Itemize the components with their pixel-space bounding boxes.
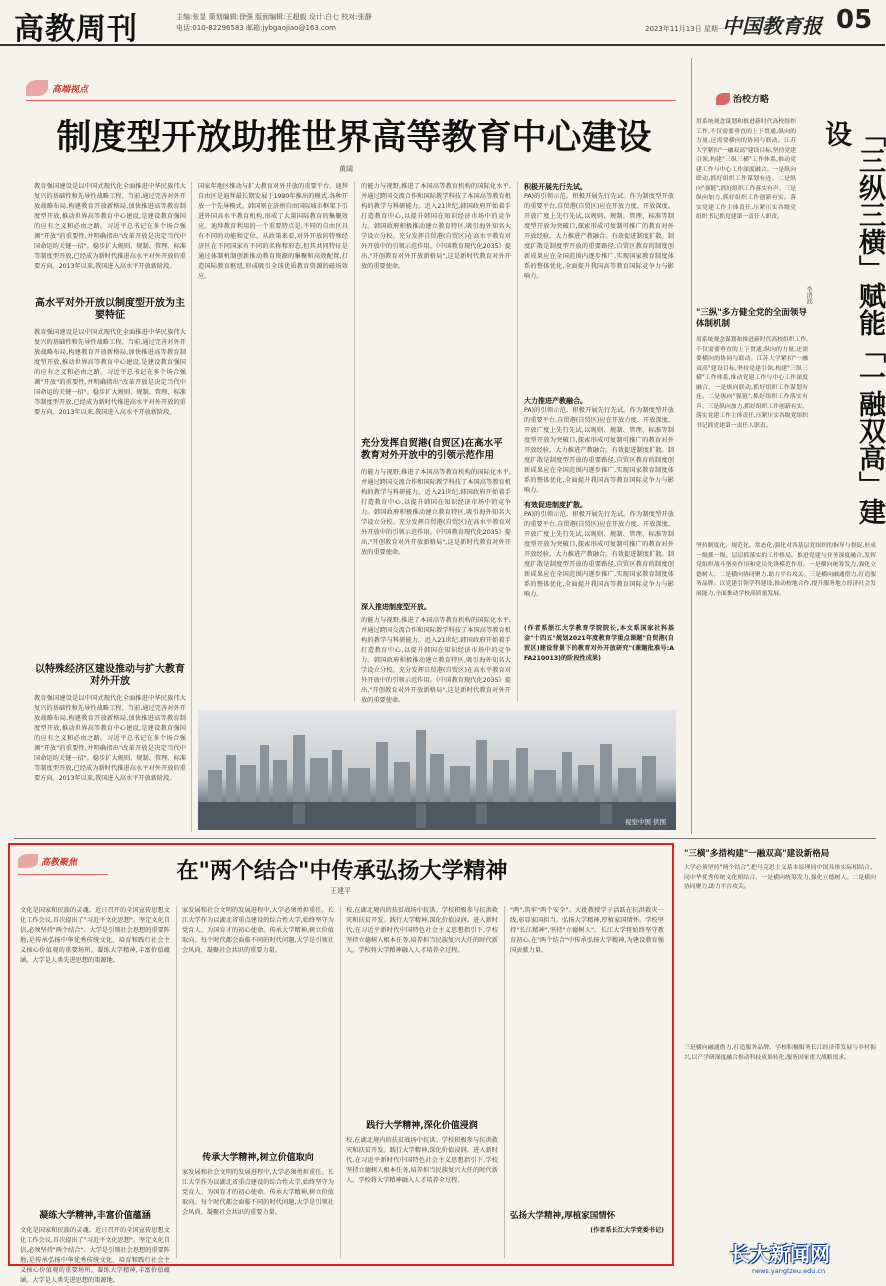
subhead: 充分发挥自贸港(自贸区)在高水平教育对外开放中的引领示范作用 xyxy=(361,438,503,461)
side-article xyxy=(696,56,885,836)
side-intro-text: 用系统观念谋划和推进新时代高校组织工作,不仅需要垂直的上下贯通,纵向的力量,还需要横向的协同与联动。江苏大学紧扣"一融双高"建设目标,坚持党建引领,构建"三纵三横"工作体系,推动党建工作与中心工作深度融合。一是纵向联动,抓好组织工作谋划有连。二是纵向"强链",抓好组织工作落实有声。三是纵向加力,抓好组织工作创新有实。落实党建工作主体责任,压紧压实各级党组织书记抓党建第一责任人职责。 xyxy=(696,119,796,220)
author-note: (作者系浙江大学教育学院院长,本文系国家社科基金"十四五"规划2021年度教育学重点课题"自贸港(自贸区)建设背景下的教育对外开放研究"(课题批准号:AFA210013)的阶段性成果) xyxy=(524,625,674,662)
focus-headline: 在"两个结合"中传承弘扬大学精神 xyxy=(176,858,508,884)
column-divider xyxy=(517,182,518,702)
body-column-4 xyxy=(524,182,674,702)
column-divider xyxy=(176,906,177,1258)
column-tag xyxy=(26,80,88,96)
side-body-text: 三是横向融通借力,打造服务品牌。学校积极服务长江经济带发展与乡村振兴,以产学研深度融合推动科技成果转化,服务国家重大战略需求。 xyxy=(684,1045,876,1061)
body-text: PA)的引领示范。积极开展先行先试。作为制度型开放的重要平台,自贸港(自贸区)应在开放力度、开放深度、开放广度上先行先试,以规则、规制、管理、标准等制度型开放为突破口,探索形成可复制可推广的教育对外开放经验。大力推进产教融合。有效促进制度扩散。制度扩散是制度型开放的重要路径,自贸区教育的制度创新成果应在全国范围内逐步推广,实现国家教育制度体系的整体优化,全面提升我国高等教育国际竞争力与影响力。 xyxy=(524,407,674,494)
subhead: 积极开展先行先试。 xyxy=(524,183,587,191)
subhead: 弘扬大学精神,厚植家国情怀 xyxy=(510,1211,616,1221)
focus-byline: 王建平 xyxy=(330,887,351,895)
body-text: 国家年地区推动与扩大教育对外开放的重要平台。迪拜自由区是迪拜最长期发展于1990年推出的模式,各种开放一个先导模式。韩国则在济州自由国际城市框架下引进外国高水平教育机构,形成了大量国际教育的集聚效应。迪拜教育利用的一个重要特点是,不同的自由区具有不同的功能和定位。从政策来看,对外开放的特殊经济区在不同国家有不同的名称和形态,但其共同特征是通过体制机制创新推动教育资源的集聚和高效配置,打造国际教育枢纽,形成吸引全球优质教育资源的磁场效应。 xyxy=(198,183,348,280)
side-body-text: 坚持制度化、规范化、常态化,强化对各基层党组织的指导与督促,形成一级抓一级、层层抓落实的工作格局。推进党建与业务深度融合,发挥党组织战斗堡垒作用和党员先锋模范作用。一是横向统筹发力,强化立德树人。二是横向协同聚力,助力平台攻关。三是横向融通借力,打造服务品牌。以党建引领学科建设,推动校地合作,提升服务地方经济社会发展能力,全面推动学校高质量发展。 xyxy=(696,543,876,597)
tag-leaf-icon xyxy=(26,80,48,96)
photo-caption: 视觉中国 供图 xyxy=(624,818,666,826)
column-tag-label: 高端视点 xyxy=(52,84,89,95)
tag-rule xyxy=(26,100,676,101)
body-text: 文化是国家和民族的灵魂。近日召开的全国宣传思想文化工作会议,首次提出了"习近平文化思想"。坚定文化自信,必须坚持"两个结合"。大学是引领社会思想的重要阵地,是传承弘扬中华优秀传统文化、培育和践行社会主义核心价值观的重要场所。凝练大学精神,丰富价值蕴涵。大学是人类先进思想的策源地。 xyxy=(20,1227,170,1284)
side-divider xyxy=(691,58,692,834)
subhead: 深入推进制度型开放。 xyxy=(361,603,431,611)
column-divider xyxy=(191,182,192,832)
subhead: 以特殊经济区建设推动与扩大教育对外开放 xyxy=(35,664,185,687)
section-divider xyxy=(14,838,876,839)
leaf-icon xyxy=(716,93,730,105)
focus-column-4 xyxy=(510,906,664,1258)
page-number: 05 xyxy=(836,5,873,35)
body-text: 校,在湖北境内的扶贫战场中抗洪。学校积极参与抗洪救灾和扶贫开发。践行大学精神,深化价值浸润。进入新时代,在习近平新时代中国特色社会主义思想指引下,学校坚持立德树人根本任务,培养担当民族复兴大任的时代新人。学校将大学精神融入人才培养全过程。 xyxy=(346,907,498,954)
body-text: 教育强国建设是以中国式现代化全面推进中华民族伟大复兴的基础性和先导性战略工程。当前,通过完善对外开放战略布局,构建教育开放新格局,加快推进高等教育制度型开放,推动世界高等教育中心建设,是建设教育强国的应有之义和必由之路。习近平总书记在多个场合强调"开放"的重要性,并明确指出"改革开放是决定当代中国命运的关键一招"。稳步扩大规则、规制、管理、标准等制度型开放,已经成为新时代推进高水平对外开放的重要方向。2013年以来,我国进入高水平开放新阶段。 xyxy=(34,329,186,416)
body-text: 教育强国建设是以中国式现代化全面推进中华民族伟大复兴的基础性和先导性战略工程。当前,通过完善对外开放战略布局,构建教育开放新格局,加快推进高等教育制度型开放,推动世界高等教育中心建设,是建设教育强国的应有之义和必由之路。习近平总书记在多个场合强调"开放"的重要性,并明确指出"改革开放是决定当代中国命运的关键一招"。稳步扩大规则、规制、管理、标准等制度型开放,已经成为新时代推进高水平对外开放的重要方向。2013年以来,我国进入高水平开放新阶段。 xyxy=(34,695,186,782)
subhead: 大力推进产教融合。 xyxy=(524,397,587,405)
watermark-url: news.yangtzeu.edu.cn xyxy=(752,1267,826,1275)
section-title: 高教周刊 xyxy=(14,12,138,47)
masthead xyxy=(0,0,885,46)
subhead: 高水平对外开放以制度型开放为主要特征 xyxy=(35,298,185,321)
watermark xyxy=(730,1238,880,1276)
author-note: (作者系长江大学党委书记) xyxy=(590,1227,664,1234)
body-text: PA)的引领示范。积极开展先行先试。作为制度型开放的重要平台,自贸港(自贸区)应在开放力度、开放深度、开放广度上先行先试,以规则、规制、管理、标准等制度型开放为突破口,探索形成可复制可推广的教育对外开放经验。大力推进产教融合。有效促进制度扩散。制度扩散是制度型开放的重要路径,自贸区教育的制度创新成果应在全国范围内逐步推广,实现国家教育制度体系的整体优化,全面提升我国高等教育国际竞争力与影响力。 xyxy=(524,511,674,598)
subhead: 有效促进制度扩散。 xyxy=(524,501,587,509)
focus-column-3 xyxy=(346,906,498,1258)
body-text: 的能力与视野,推进了本国高等教育机构的国际化水平,并通过跨国交流合作和国际教学科技了本国高等教育机构的教学与科研能力。近入21世纪,韩国政府开始着手打造教育中心,以提升韩国在知识经济市场中的竞争力。韩国政府积极推动建立教育特区,吸引海外知名大学设立分校。充分发挥自贸港(自贸区)在高水平教育对外开放中的引领示范作用。《中国教育现代化2035》提出,"开创教育对外开放新格局",这是新时代教育对外开放的重要使命。 xyxy=(361,469,511,556)
subhead: 践行大学精神,深化价值浸润 xyxy=(366,1121,478,1131)
headline: 制度型开放助推世界高等教育中心建设 xyxy=(56,117,652,158)
body-text: 校,在湖北境内的扶贫战场中抗洪。学校积极参与抗洪救灾和扶贫开发。践行大学精神,深化价值浸润。进入新时代,在习近平新时代中国特色社会主义思想指引下,学校坚持立德树人根本任务,培养担当民族复兴大任的时代新人。学校将大学精神融入人才培养全过程。 xyxy=(346,1137,498,1184)
column-divider xyxy=(354,182,355,702)
side-body-text: 用系统观念谋划和推进新时代高校组织工作,不仅需要垂直的上下贯通,纵向的力量,还需要横向的协同与联动。江苏大学紧扣"一融双高"建设目标,坚持党建引领,构建"三纵三横"工作体系,推动党建工作与中心工作深度融合。一是纵向联动,抓好组织工作谋划有连。二是纵向"强链",抓好组织工作落实有声。三是纵向加力,抓好组织工作创新有实。落实党建工作主体责任,压紧压实各级党组织书记抓党建第一责任人职责。 xyxy=(696,337,808,429)
body-text: 家发展和社会文明的发展进程中,大学必须勇担重任。长江大学作为以湖北省重点建设的综合性大学,始终坚守为党育人、为国育才的初心使命。传承大学精神,树立价值取向。每个时代都会面临不同的时代问题,大学是引领社会风尚、凝聚社会共识的重要力量。 xyxy=(182,907,334,954)
side-subhead: "三横"多措构建"一融双高"建设新格局 xyxy=(684,849,830,859)
column-divider xyxy=(340,906,341,1258)
watermark-site-name: 长大新闻网 xyxy=(730,1242,830,1266)
side-continuation xyxy=(684,843,876,1263)
column-divider xyxy=(504,906,505,1258)
body-text: 教育强国建设是以中国式现代化全面推进中华民族伟大复兴的基础性和先导性战略工程。当前,通过完善对外开放战略布局,构建教育开放新格局,加快推进高等教育制度型开放,推动世界高等教育中心建设,是建设教育强国的应有之义和必由之路。习近平总书记在多个场合强调"开放"的重要性,并明确指出"改革开放是决定当代中国命运的关键一招"。稳步扩大规则、规制、管理、标准等制度型开放,已经成为新时代推进高水平对外开放的重要方向。2013年以来,我国进入高水平开放新阶段。 xyxy=(34,183,186,270)
subhead: 凝练大学精神,丰富价值蕴涵 xyxy=(39,1211,151,1221)
editor-info-line1: 主编:张显 策划编辑:徐强 版面编辑:王超毅 设计:白七 校对:张静 xyxy=(176,13,372,21)
body-text: "两",筑牢"两个安全"。大批教授学子活跃在抗洪救灾一线,彰显家国担当。弘扬大学精神,厚植家国情怀。学校坚持"长江精神",坚持"立德树人"。长江大学将始终坚守教育初心,在"两个结合"中传承弘扬大学精神,为建设教育强国贡献力量。 xyxy=(510,907,664,954)
body-text: 的能力与视野,推进了本国高等教育机构的国际化水平,并通过跨国交流合作和国际教学科技了本国高等教育机构的教学与科研能力。近入21世纪,韩国政府开始着手打造教育中心,以提升韩国在知识经济市场中的竞争力。韩国政府积极推动建立教育特区,吸引海外知名大学设立分校。充分发挥自贸港(自贸区)在高水平教育对外开放中的引领示范作用。《中国教育现代化2035》提出,"开创教育对外开放新格局",这是新时代教育对外开放的重要使命。 xyxy=(361,183,511,270)
body-text: 文化是国家和民族的灵魂。近日召开的全国宣传思想文化工作会议,首次提出了"习近平文化思想"。坚定文化自信,必须坚持"两个结合"。大学是引领社会思想的重要阵地,是传承弘扬中华优秀传统文化、培育和践行社会主义核心价值观的重要场所。凝练大学精神,丰富价值蕴涵。大学是人类先进思想的策源地。 xyxy=(20,907,170,964)
body-text: 的能力与视野,推进了本国高等教育机构的国际化水平,并通过跨国交流合作和国际教学科技了本国高等教育机构的教学与科研能力。近入21世纪,韩国政府开始着手打造教育中心,以提升韩国在知识经济市场中的竞争力。韩国政府积极推动建立教育特区,吸引海外知名大学设立分校。充分发挥自贸港(自贸区)在高水平教育对外开放中的引领示范作用。《中国教育现代化2035》提出,"开创教育对外开放新格局",这是新时代教育对外开放的重要使命。 xyxy=(361,617,511,704)
city-skyline-photo xyxy=(198,710,676,830)
side-author: 李清波 xyxy=(805,286,812,304)
side-column-tag xyxy=(716,92,769,105)
body-text: PA)的引领示范。积极开展先行先试。作为制度型开放的重要平台,自贸港(自贸区)应在开放力度、开放深度、开放广度上先行先试,以规则、规制、管理、标准等制度型开放为突破口,探索形成可复制可推广的教育对外开放经验。大力推进产教融合。有效促进制度扩散。制度扩散是制度型开放的重要路径,自贸区教育的制度创新成果应在全国范围内逐步推广,实现国家教育制度体系的整体优化,全面提升我国高等教育国际竞争力与影响力。 xyxy=(524,193,674,280)
body-column-3 xyxy=(361,182,511,702)
focus-column-1 xyxy=(20,906,170,1284)
editor-info-line2: 电话:010-82296583 邮箱:jybgaojiao@163.com xyxy=(176,24,337,32)
newspaper-name: 中国教育报 xyxy=(722,14,822,38)
issue-date: 2023年11月13日 星期一 xyxy=(645,25,725,33)
byline: 黄阔 xyxy=(339,165,353,173)
body-column-1 xyxy=(34,182,186,832)
focus-article xyxy=(14,848,670,1284)
skyline-graphic xyxy=(198,710,676,830)
vertical-headline: 「三纵三横」赋能「一融双高」建设 xyxy=(820,120,885,525)
top-article xyxy=(14,50,686,835)
side-column-tag-label: 治校方略 xyxy=(733,95,770,105)
body-text: 家发展和社会文明的发展进程中,大学必须勇担重任。长江大学作为以湖北省重点建设的综合性大学,始终坚守为党育人、为国育才的初心使命。传承大学精神,树立价值取向。每个时代都会面临不同的时代问题,大学是引领社会风尚、凝聚社会共识的重要力量。 xyxy=(182,1169,334,1216)
focus-column-2 xyxy=(182,906,334,1258)
subhead: 传承大学精神,树立价值取向 xyxy=(202,1153,314,1163)
side-body-text: 大学必须坚持"两个结合",把马克思主义基本原理同中国具体实际相结合、同中华优秀传统文化相结合。一是横向统筹发力,强化立德树人。二是横向协同聚力,助力平台攻关。 xyxy=(684,865,876,890)
focus-column-tag-label: 高教聚焦 xyxy=(41,857,78,868)
body-column-2 xyxy=(198,182,348,702)
side-subhead: "三纵"多方健全党的全面领导体制机制 xyxy=(696,308,807,329)
